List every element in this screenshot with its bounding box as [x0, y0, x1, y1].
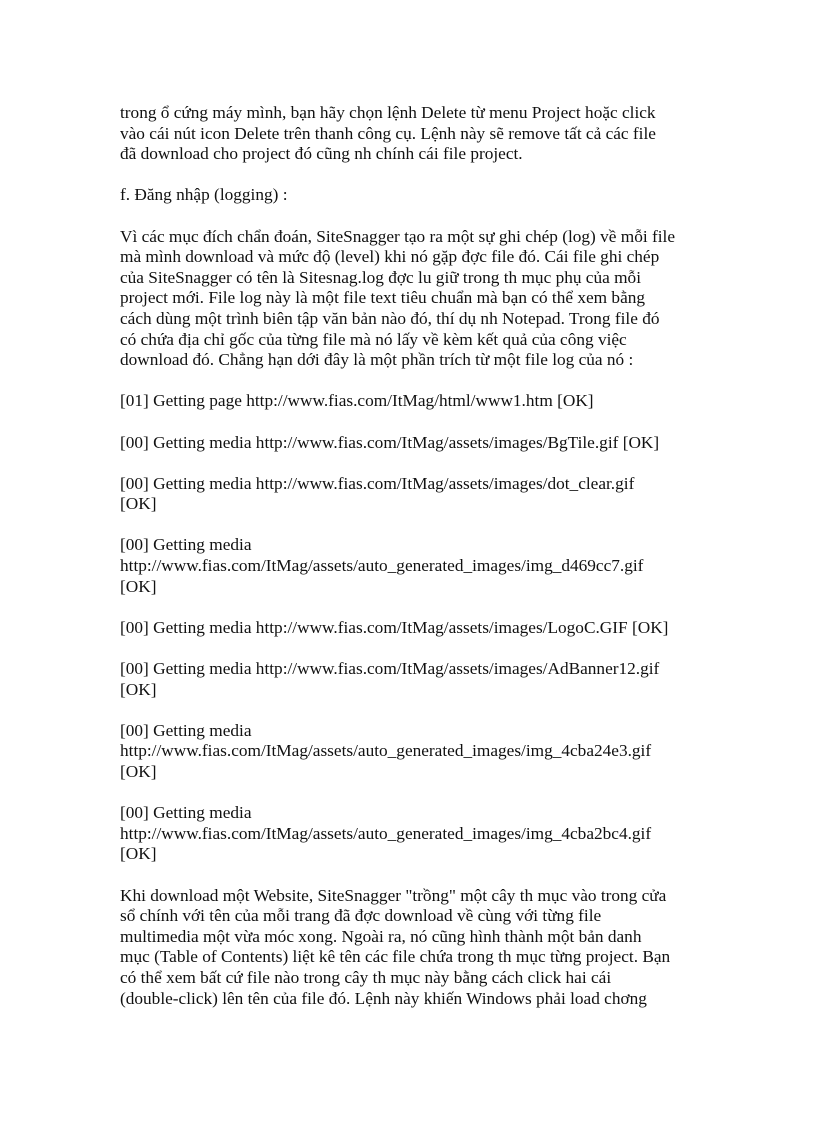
- text-line: đã download cho project đó cũng nh chính cái file project.: [120, 144, 523, 164]
- paragraph: [120, 886, 710, 1010]
- text-line: [00] Getting media: [120, 720, 252, 740]
- text-line: cách dùng một trình biên tập văn bản nào đó, thí dụ nh Notepad. Trong file đó: [120, 308, 660, 328]
- paragraph: [120, 535, 710, 597]
- text-line: [OK]: [120, 576, 157, 596]
- text-line: http://www.fias.com/ItMag/assets/auto_generated_images/img_d469cc7.gif: [120, 556, 644, 576]
- text-line: Khi download một Website, SiteSnagger "trồng" một cây th mục vào trong cửa: [120, 885, 667, 905]
- text-line: có thể xem bất cứ file nào trong cây th mục này bằng cách click hai cái: [120, 967, 612, 987]
- document-page: [120, 103, 710, 1030]
- text-line: [00] Getting media: [120, 803, 252, 823]
- paragraph: [120, 721, 710, 783]
- text-line: f. Đăng nhập (logging) :: [120, 185, 288, 205]
- text-line: [OK]: [120, 844, 157, 864]
- text-line: multimedia một vừa móc xong. Ngoài ra, nó cũng hình thành một bản danh: [120, 926, 642, 946]
- paragraph: [120, 803, 710, 865]
- paragraph: [120, 659, 710, 700]
- text-line: http://www.fias.com/ItMag/assets/auto_generated_images/img_4cba24e3.gif: [120, 741, 652, 761]
- text-line: [00] Getting media http://www.fias.com/ItMag/assets/images/AdBanner12.gif: [120, 659, 660, 679]
- text-line: [01] Getting page http://www.fias.com/ItMag/html/www1.htm [OK]: [120, 391, 594, 411]
- paragraph: [120, 185, 710, 206]
- text-line: vào cái nút icon Delete trên thanh công cụ. Lệnh này sẽ remove tất cả các file: [120, 123, 656, 143]
- text-line: [OK]: [120, 679, 157, 699]
- text-line: [OK]: [120, 762, 157, 781]
- text-line: mà mình download và mức độ (level) khi nó gặp đợc file đó. Cái file ghi chép: [120, 247, 660, 267]
- text-line: [OK]: [120, 494, 157, 514]
- text-line: của SiteSnagger có tên là Sitesnag.log đợc lu giữ trong th mục phụ của mỗi: [120, 267, 641, 287]
- text-line: project mới. File log này là một file text tiêu chuẩn mà bạn có thể xem bằng: [120, 288, 646, 308]
- text-line: [00] Getting media: [120, 535, 252, 555]
- text-line: trong ổ cứng máy mình, bạn hãy chọn lệnh Delete từ menu Project hoặc click: [120, 103, 656, 122]
- text-line: Vì các mục đích chẩn đoán, SiteSnagger tạo ra một sự ghi chép (log) về mỗi file: [120, 226, 675, 246]
- text-line: sổ chính với tên của mỗi trang đã đợc download về cùng với từng file: [120, 906, 602, 926]
- paragraph: [120, 618, 710, 639]
- text-line: http://www.fias.com/ItMag/assets/auto_generated_images/img_4cba2bc4.gif: [120, 823, 652, 843]
- text-line: [00] Getting media http://www.fias.com/ItMag/assets/images/LogoC.GIF [OK]: [120, 617, 669, 637]
- text-line: [00] Getting media http://www.fias.com/ItMag/assets/images/BgTile.gif [OK]: [120, 432, 660, 452]
- text-line: có chứa địa chỉ gốc của từng file mà nó lấy về kèm kết quả của công việc: [120, 329, 627, 349]
- text-line: download đó. Chẳng hạn dới đây là một phần trích từ một file log của nó :: [120, 350, 634, 370]
- paragraph: [120, 227, 710, 371]
- text-line: (double-click) lên tên của file đó. Lệnh này khiến Windows phải load chơng: [120, 988, 647, 1008]
- paragraph: [120, 474, 710, 515]
- text-line: mục (Table of Contents) liệt kê tên các file chứa trong th mục từng project. Bạn: [120, 947, 671, 967]
- paragraph: [120, 391, 710, 412]
- paragraph: [120, 433, 710, 454]
- text-line: [00] Getting media http://www.fias.com/ItMag/assets/images/dot_clear.gif: [120, 473, 635, 493]
- paragraph: [120, 103, 710, 165]
